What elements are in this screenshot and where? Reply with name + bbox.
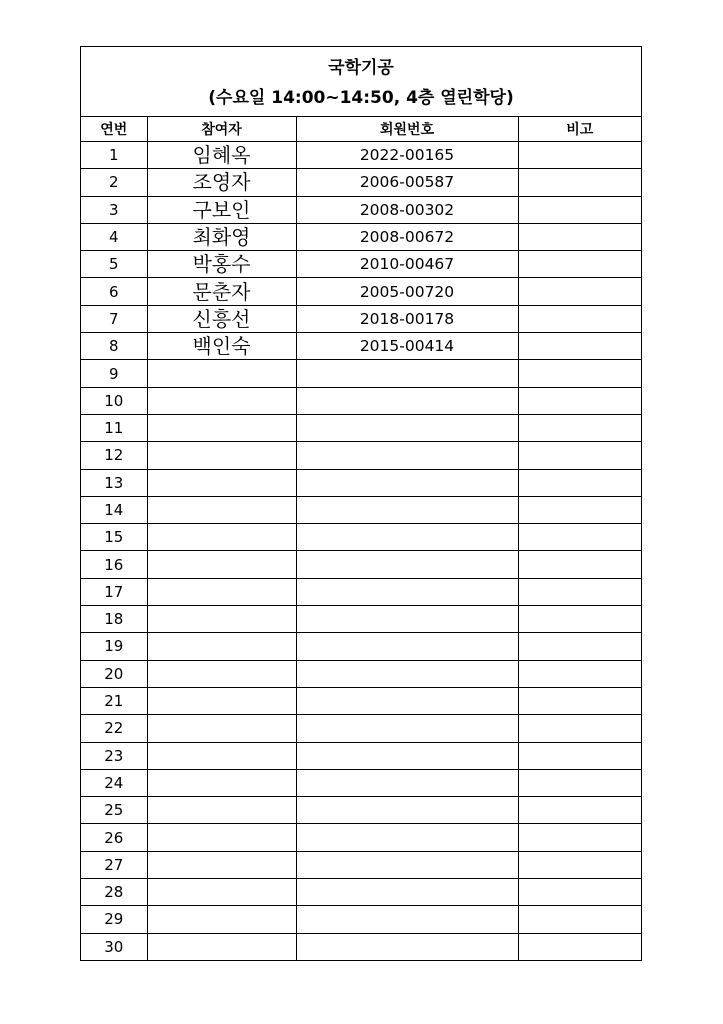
table-row (81, 633, 641, 660)
row-number-cell: 5 (81, 251, 147, 278)
row-number-cell: 26 (81, 824, 147, 851)
note-cell (518, 442, 641, 469)
row-number-cell: 15 (81, 524, 147, 551)
table-row (81, 933, 641, 960)
row-number-cell: 13 (81, 469, 147, 496)
participant-name-cell (147, 469, 296, 496)
member-number-cell (296, 824, 518, 851)
participant-name-cell: 문춘자 (147, 278, 296, 305)
note-cell (518, 196, 641, 223)
note-cell (518, 606, 641, 633)
member-number-cell (296, 933, 518, 960)
participant-name-cell: 백인숙 (147, 333, 296, 360)
participant-name-cell (147, 606, 296, 633)
participant-name-cell: 최화영 (147, 223, 296, 250)
member-number-cell (296, 578, 518, 605)
row-number-cell: 23 (81, 742, 147, 769)
participant-name-cell: 신흥선 (147, 305, 296, 332)
note-cell (518, 578, 641, 605)
note-cell (518, 660, 641, 687)
participant-name-cell (147, 387, 296, 414)
member-number-cell (296, 442, 518, 469)
row-number-cell: 29 (81, 906, 147, 933)
member-number-cell: 2008-00672 (296, 223, 518, 250)
table-row (81, 578, 641, 605)
note-cell (518, 278, 641, 305)
table-row (81, 333, 641, 360)
note-cell (518, 797, 641, 824)
note-cell (518, 633, 641, 660)
note-cell (518, 414, 641, 441)
attendance-sheet (80, 46, 642, 961)
participant-name-cell (147, 551, 296, 578)
table-row (81, 524, 641, 551)
member-number-cell: 2018-00178 (296, 305, 518, 332)
member-number-cell (296, 387, 518, 414)
member-number-cell (296, 606, 518, 633)
note-cell (518, 551, 641, 578)
note-cell (518, 360, 641, 387)
table-row (81, 715, 641, 742)
row-number-cell: 25 (81, 797, 147, 824)
participant-name-cell (147, 578, 296, 605)
table-row (81, 251, 641, 278)
table-row (81, 660, 641, 687)
member-number-cell: 2006-00587 (296, 169, 518, 196)
row-number-cell: 10 (81, 387, 147, 414)
note-cell (518, 933, 641, 960)
row-number-cell: 20 (81, 660, 147, 687)
table-row (81, 606, 641, 633)
participant-name-cell (147, 824, 296, 851)
member-number-cell (296, 524, 518, 551)
participant-name-cell: 구보인 (147, 196, 296, 223)
note-cell (518, 715, 641, 742)
note-cell (518, 879, 641, 906)
participant-name-cell (147, 687, 296, 714)
row-number-cell: 3 (81, 196, 147, 223)
member-number-cell (296, 906, 518, 933)
participant-name-cell (147, 633, 296, 660)
participant-name-cell: 임혜옥 (147, 142, 296, 169)
row-number-cell: 1 (81, 142, 147, 169)
member-number-cell: 2010-00467 (296, 251, 518, 278)
document-title: 국학기공 (328, 58, 394, 78)
note-cell (518, 305, 641, 332)
table-row (81, 360, 641, 387)
header-name: 참여자 (147, 117, 296, 142)
participant-name-cell (147, 797, 296, 824)
member-number-cell (296, 687, 518, 714)
table-row (81, 387, 641, 414)
row-number-cell: 6 (81, 278, 147, 305)
header-no: 연번 (81, 117, 147, 142)
row-number-cell: 14 (81, 496, 147, 523)
participant-name-cell (147, 933, 296, 960)
row-number-cell: 12 (81, 442, 147, 469)
member-number-cell (296, 360, 518, 387)
table-row (81, 442, 641, 469)
member-number-cell (296, 551, 518, 578)
participant-name-cell (147, 715, 296, 742)
row-number-cell: 30 (81, 933, 147, 960)
participant-name-cell (147, 414, 296, 441)
member-number-cell (296, 496, 518, 523)
note-cell (518, 169, 641, 196)
table-row (81, 797, 641, 824)
row-number-cell: 18 (81, 606, 147, 633)
note-cell (518, 223, 641, 250)
row-number-cell: 27 (81, 851, 147, 878)
note-cell (518, 824, 641, 851)
participant-name-cell (147, 360, 296, 387)
note-cell (518, 742, 641, 769)
member-number-cell (296, 797, 518, 824)
table-row (81, 824, 641, 851)
participant-name-cell (147, 851, 296, 878)
note-cell (518, 906, 641, 933)
participant-name-cell (147, 879, 296, 906)
note-cell (518, 524, 641, 551)
table-row (81, 496, 641, 523)
member-number-cell: 2015-00414 (296, 333, 518, 360)
row-number-cell: 9 (81, 360, 147, 387)
member-number-cell (296, 633, 518, 660)
row-number-cell: 17 (81, 578, 147, 605)
row-number-cell: 21 (81, 687, 147, 714)
table-row (81, 223, 641, 250)
member-number-cell: 2005-00720 (296, 278, 518, 305)
table-row (81, 469, 641, 496)
title-block (81, 47, 641, 117)
row-number-cell: 11 (81, 414, 147, 441)
table-row (81, 851, 641, 878)
row-number-cell: 24 (81, 769, 147, 796)
row-number-cell: 7 (81, 305, 147, 332)
table-row (81, 687, 641, 714)
row-number-cell: 19 (81, 633, 147, 660)
member-number-cell: 2022-00165 (296, 142, 518, 169)
table-row (81, 414, 641, 441)
document-subtitle: (수요일 14:00~14:50, 4층 열린학당) (208, 88, 514, 108)
row-number-cell: 22 (81, 715, 147, 742)
member-number-cell (296, 715, 518, 742)
member-number-cell (296, 469, 518, 496)
row-number-cell: 28 (81, 879, 147, 906)
attendance-table (81, 117, 641, 960)
participant-name-cell (147, 524, 296, 551)
header-member-no: 회원번호 (296, 117, 518, 142)
member-number-cell: 2008-00302 (296, 196, 518, 223)
member-number-cell (296, 660, 518, 687)
member-number-cell (296, 879, 518, 906)
member-number-cell (296, 769, 518, 796)
table-row (81, 142, 641, 169)
participant-name-cell (147, 742, 296, 769)
table-row (81, 169, 641, 196)
note-cell (518, 769, 641, 796)
row-number-cell: 8 (81, 333, 147, 360)
member-number-cell (296, 414, 518, 441)
member-number-cell (296, 742, 518, 769)
note-cell (518, 469, 641, 496)
participant-name-cell (147, 906, 296, 933)
table-row (81, 906, 641, 933)
table-row (81, 305, 641, 332)
table-row (81, 551, 641, 578)
participant-name-cell (147, 442, 296, 469)
note-cell (518, 251, 641, 278)
participant-name-cell (147, 660, 296, 687)
participant-name-cell: 조영자 (147, 169, 296, 196)
note-cell (518, 687, 641, 714)
note-cell (518, 387, 641, 414)
participant-name-cell (147, 769, 296, 796)
table-row (81, 196, 641, 223)
table-row (81, 742, 641, 769)
table-row (81, 879, 641, 906)
row-number-cell: 16 (81, 551, 147, 578)
row-number-cell: 4 (81, 223, 147, 250)
member-number-cell (296, 851, 518, 878)
header-row (81, 117, 641, 142)
header-note: 비고 (518, 117, 641, 142)
note-cell (518, 496, 641, 523)
table-row (81, 278, 641, 305)
participant-name-cell: 박홍수 (147, 251, 296, 278)
note-cell (518, 851, 641, 878)
table-row (81, 769, 641, 796)
note-cell (518, 142, 641, 169)
participant-name-cell (147, 496, 296, 523)
row-number-cell: 2 (81, 169, 147, 196)
note-cell (518, 333, 641, 360)
